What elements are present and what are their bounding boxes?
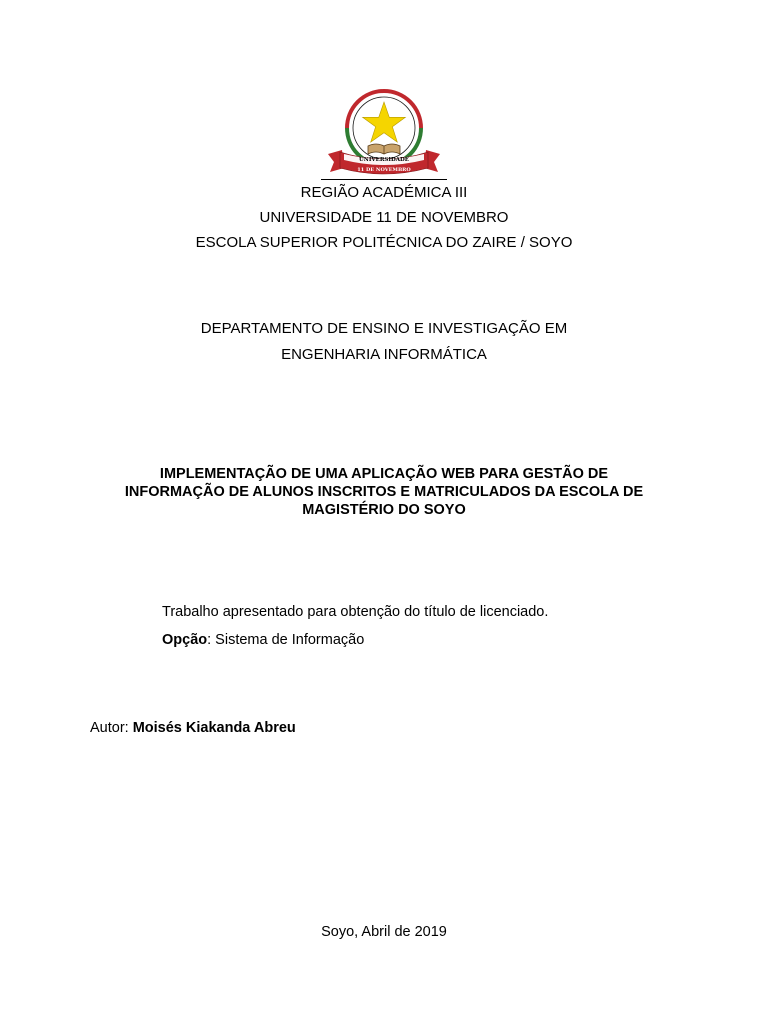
author-label: Autor: <box>90 720 133 736</box>
department-line-1: DEPARTAMENTO DE ENSINO E INVESTIGAÇÃO EM <box>200 320 568 337</box>
thesis-title <box>60 465 708 519</box>
thesis-title-line-3: MAGISTÉRIO DO SOYO <box>302 502 466 518</box>
logo-ribbon-bottom-text: 11 DE NOVEMBRO <box>357 167 411 173</box>
university-logo <box>324 88 444 180</box>
purpose-statement: Trabalho apresentado para obtenção do título de licenciado. <box>162 604 549 620</box>
author-name: Moisés Kiakanda Abreu <box>132 720 296 736</box>
university-seal-icon <box>324 88 444 180</box>
thesis-title-line-2: INFORMAÇÃO DE ALUNOS INSCRITOS E MATRICULADOS DA ESCOLA DE <box>124 484 644 500</box>
option-value: : Sistema de Informação <box>207 632 365 648</box>
logo-underline-divider <box>321 179 447 180</box>
academic-region-line: REGIÃO ACADÉMICA III <box>300 184 468 201</box>
author-line <box>90 719 296 737</box>
university-name-line: UNIVERSIDADE 11 DE NOVEMBRO <box>259 209 509 226</box>
place-date-line: Soyo, Abril de 2019 <box>321 924 447 940</box>
logo-ribbon-top-text: UNIVERSIDADE <box>359 157 409 163</box>
option-label: Opção <box>162 632 208 648</box>
thesis-title-line-1: IMPLEMENTAÇÃO DE UMA APLICAÇÃO WEB PARA GESTÃO DE <box>159 466 609 482</box>
school-name-line: ESCOLA SUPERIOR POLITÉCNICA DO ZAIRE / SOYO <box>195 234 573 251</box>
department-line-2: ENGENHARIA INFORMÁTICA <box>281 346 487 363</box>
option-line <box>162 631 364 649</box>
